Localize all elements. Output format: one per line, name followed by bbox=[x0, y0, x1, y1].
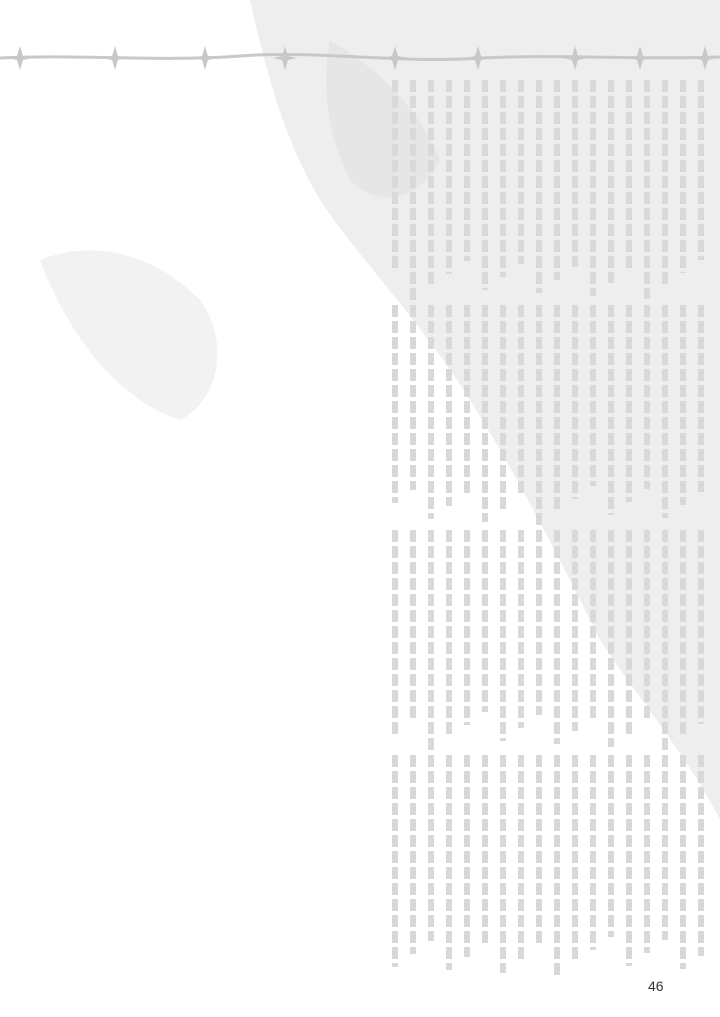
text-line bbox=[548, 80, 566, 280]
text-line bbox=[386, 755, 404, 967]
text-line bbox=[656, 755, 674, 940]
text-line bbox=[386, 305, 404, 503]
text-line bbox=[656, 530, 674, 750]
text-line bbox=[692, 755, 710, 956]
text-line bbox=[530, 530, 548, 715]
text-line bbox=[692, 305, 710, 492]
text-line bbox=[638, 305, 656, 489]
text-line bbox=[494, 305, 512, 509]
text-line bbox=[422, 755, 440, 941]
text-line bbox=[692, 80, 710, 260]
text-line bbox=[404, 80, 422, 300]
text-tier-3 bbox=[60, 530, 710, 751]
text-tier-2 bbox=[60, 305, 710, 525]
text-line bbox=[674, 305, 692, 505]
text-line bbox=[692, 530, 710, 724]
text-tier-4 bbox=[60, 755, 710, 976]
text-line bbox=[386, 80, 404, 271]
text-line bbox=[476, 530, 494, 712]
text-line bbox=[422, 80, 440, 287]
text-line bbox=[476, 755, 494, 944]
text-line bbox=[566, 305, 584, 499]
text-line bbox=[620, 80, 638, 270]
text-line bbox=[440, 530, 458, 738]
text-line bbox=[584, 80, 602, 296]
text-line bbox=[638, 755, 656, 953]
text-line bbox=[386, 530, 404, 735]
text-tier-1 bbox=[60, 80, 710, 300]
text-line bbox=[656, 305, 674, 518]
text-line bbox=[476, 305, 494, 522]
text-line bbox=[440, 80, 458, 274]
text-line bbox=[620, 305, 638, 502]
text-line bbox=[404, 755, 422, 954]
text-line bbox=[422, 305, 440, 519]
text-line bbox=[620, 530, 638, 734]
barbed-wire-icon bbox=[0, 38, 720, 78]
text-line bbox=[674, 80, 692, 273]
text-line bbox=[512, 530, 530, 728]
text-line bbox=[404, 305, 422, 490]
text-line bbox=[602, 305, 620, 515]
text-line bbox=[548, 305, 566, 512]
text-line bbox=[548, 755, 566, 976]
text-line bbox=[566, 530, 584, 731]
text-line bbox=[494, 530, 512, 741]
text-line bbox=[458, 530, 476, 725]
page-number: 46 bbox=[648, 978, 664, 994]
text-line bbox=[404, 530, 422, 722]
text-line bbox=[422, 530, 440, 751]
text-line bbox=[458, 755, 476, 957]
text-line bbox=[566, 80, 584, 267]
text-line bbox=[476, 80, 494, 290]
text-line bbox=[584, 755, 602, 950]
text-line bbox=[602, 80, 620, 283]
text-line bbox=[530, 305, 548, 525]
text-line bbox=[602, 755, 620, 937]
text-line bbox=[674, 755, 692, 969]
text-line bbox=[494, 80, 512, 277]
text-line bbox=[440, 755, 458, 970]
text-line bbox=[584, 305, 602, 486]
text-line bbox=[458, 305, 476, 493]
text-line bbox=[512, 755, 530, 960]
text-line bbox=[440, 305, 458, 506]
text-line bbox=[548, 530, 566, 744]
text-line bbox=[458, 80, 476, 261]
text-line bbox=[494, 755, 512, 973]
text-line bbox=[512, 80, 530, 264]
text-line bbox=[656, 80, 674, 286]
text-line bbox=[638, 80, 656, 299]
text-line bbox=[674, 530, 692, 737]
text-line bbox=[512, 305, 530, 496]
text-line bbox=[566, 755, 584, 963]
text-line bbox=[638, 530, 656, 721]
text-line bbox=[602, 530, 620, 747]
text-line bbox=[530, 755, 548, 947]
text-line bbox=[620, 755, 638, 966]
text-line bbox=[584, 530, 602, 718]
text-line bbox=[530, 80, 548, 293]
